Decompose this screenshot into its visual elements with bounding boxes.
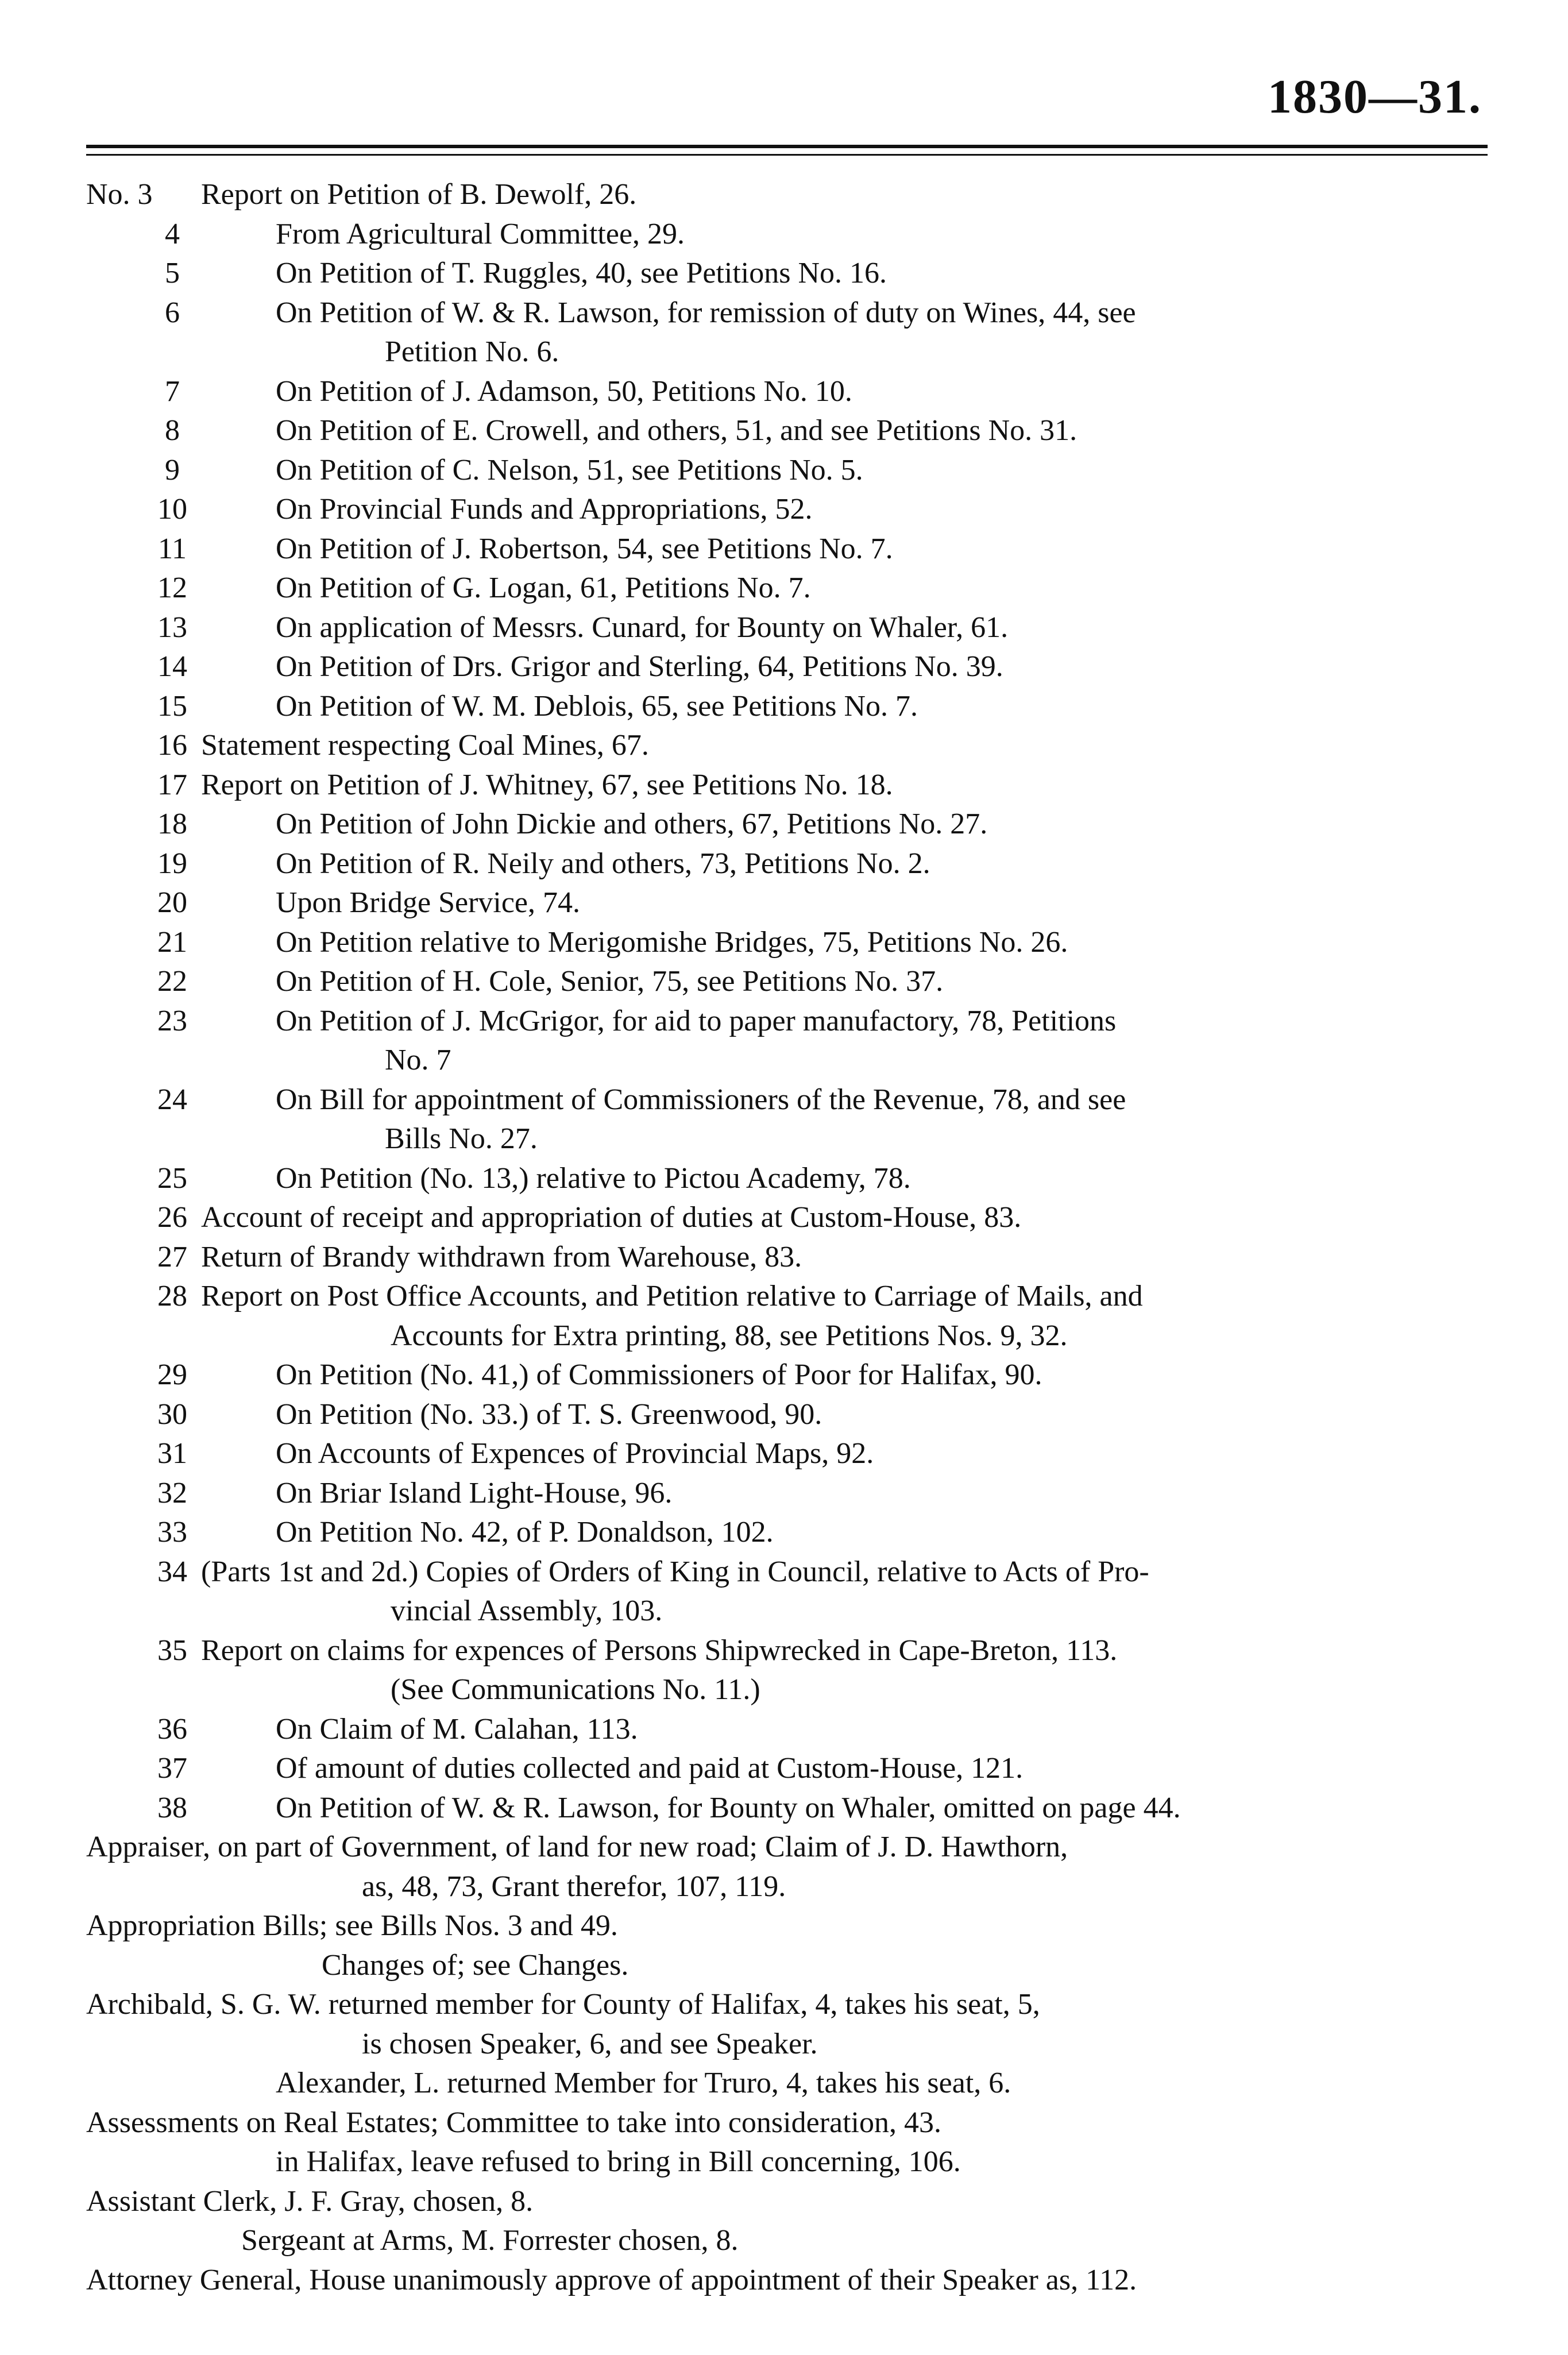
report-text: On Petition of John Dickie and others, 67, Petitions No. 27. — [276, 808, 988, 840]
report-number: 6 — [165, 296, 180, 329]
index-entry — [86, 2025, 1488, 2064]
report-line — [86, 923, 1488, 963]
index-entry-text: Appropriation Bills; see Bills Nos. 3 and 49. — [86, 1909, 618, 1942]
report-text: Statement respecting Coal Mines, 67. — [201, 729, 649, 762]
index-entry — [86, 2142, 1488, 2182]
report-text: On Claim of M. Calahan, 113. — [276, 1712, 638, 1746]
report-number: 7 — [165, 375, 180, 408]
index-entry-text: Changes of; see Changes. — [322, 1948, 629, 1982]
report-number: 28 — [157, 1280, 187, 1312]
index-entry-text: in Halifax, leave refused to bring in Bill concerning, 106. — [276, 2145, 961, 2178]
index-entry — [86, 2103, 1488, 2143]
report-line — [86, 1002, 1488, 1041]
report-number: 9 — [165, 453, 180, 487]
report-line — [86, 1119, 1488, 1159]
page-body — [86, 175, 1488, 2300]
report-text: On Petition of H. Cole, Senior, 75, see Petitions No. 37. — [276, 965, 944, 998]
report-number: 10 — [157, 493, 187, 526]
index-entry-text: as, 48, 73, Grant therefor, 107, 119. — [362, 1870, 786, 1903]
report-number: 37 — [157, 1752, 187, 1785]
report-text: Report on Petition of B. Dewolf, 26. — [201, 178, 637, 211]
report-number: 13 — [157, 611, 187, 644]
report-number: 19 — [157, 847, 187, 880]
report-line — [86, 1080, 1488, 1120]
report-line — [86, 805, 1488, 844]
report-text: On Petition of Drs. Grigor and Sterling, 64, Petitions No. 39. — [276, 650, 1003, 683]
report-line — [86, 1238, 1488, 1277]
report-number: 22 — [157, 965, 187, 998]
report-text: No. 7 — [385, 1044, 451, 1076]
report-number: 24 — [157, 1083, 187, 1116]
report-text: On Provincial Funds and Appropriations, 52. — [276, 493, 813, 526]
report-number: 5 — [165, 257, 180, 289]
report-number: 15 — [157, 689, 187, 723]
report-line — [86, 1474, 1488, 1514]
report-line — [86, 372, 1488, 412]
report-line — [86, 254, 1488, 294]
report-number: 14 — [157, 650, 187, 683]
report-line — [86, 1789, 1488, 1828]
report-text: On Bill for appointment of Commissioners of the Revenue, 78, and see — [276, 1083, 1126, 1116]
report-line — [86, 844, 1488, 884]
report-line — [86, 1670, 1488, 1710]
report-text: On Petition of G. Logan, 61, Petitions No. 7. — [276, 572, 811, 604]
report-line — [86, 687, 1488, 727]
report-text: On Petition of W. M. Deblois, 65, see Petitions No. 7. — [276, 689, 918, 723]
report-line — [86, 1159, 1488, 1199]
report-number: 26 — [157, 1201, 187, 1234]
report-number: 12 — [157, 572, 187, 604]
report-line — [86, 962, 1488, 1002]
report-line — [86, 1041, 1488, 1080]
index-entry-text: Assessments on Real Estates; Committee to take into consideration, 43. — [86, 2106, 941, 2139]
header-rule-thick — [86, 145, 1488, 148]
report-text: On application of Messrs. Cunard, for Bounty on Whaler, 61. — [276, 611, 1009, 644]
index-entry — [86, 1828, 1488, 1867]
report-line — [86, 766, 1488, 805]
report-number: 18 — [157, 808, 187, 840]
report-line — [86, 1356, 1488, 1395]
report-text: On Petition of J. McGrigor, for aid to paper manufactory, 78, Petitions — [276, 1004, 1117, 1037]
report-line — [86, 608, 1488, 648]
index-entry-text: Appraiser, on part of Government, of land for new road; Claim of J. D. Hawthorn, — [86, 1831, 1068, 1863]
index-entry — [86, 1867, 1488, 1907]
report-line — [86, 333, 1488, 372]
report-text: Return of Brandy withdrawn from Warehouse, 83. — [201, 1240, 802, 1273]
report-text: On Petition (No. 41,) of Commissioners of Poor for Halifax, 90. — [276, 1358, 1042, 1391]
report-line — [86, 1749, 1488, 1789]
report-text: On Petition of C. Nelson, 51, see Petitions No. 5. — [276, 453, 863, 487]
report-text: Of amount of duties collected and paid at Custom-House, 121. — [276, 1752, 1024, 1785]
report-text: Report on Petition of J. Whitney, 67, see Petitions No. 18. — [201, 768, 893, 801]
report-text: On Petition of J. Robertson, 54, see Petitions No. 7. — [276, 532, 893, 565]
report-number: No. 3 — [86, 178, 153, 211]
page-year-header: 1830—31. — [1268, 70, 1482, 123]
report-number: 36 — [157, 1712, 187, 1746]
report-text: On Petition No. 42, of P. Donaldson, 102. — [276, 1516, 774, 1549]
report-line — [86, 1710, 1488, 1750]
report-line — [86, 569, 1488, 608]
report-text: On Petition of W. & R. Lawson, for Bounty on Whaler, omitted on page 44. — [276, 1791, 1181, 1824]
report-number: 30 — [157, 1397, 187, 1431]
report-text: vincial Assembly, 103. — [391, 1595, 663, 1627]
report-line — [86, 1553, 1488, 1592]
report-line — [86, 294, 1488, 333]
index-entry — [86, 2261, 1488, 2300]
report-line — [86, 1434, 1488, 1474]
report-number: 34 — [157, 1555, 187, 1588]
report-number: 17 — [157, 768, 187, 801]
report-number: 29 — [157, 1358, 187, 1391]
report-line — [86, 1317, 1488, 1356]
report-number: 23 — [157, 1004, 187, 1037]
report-number: 20 — [157, 886, 187, 919]
report-line — [86, 530, 1488, 569]
report-text: On Petition of T. Ruggles, 40, see Petitions No. 16. — [276, 257, 887, 289]
report-number: 16 — [157, 729, 187, 762]
index-entry — [86, 2221, 1488, 2261]
report-line — [86, 1395, 1488, 1435]
index-entry-text: is chosen Speaker, 6, and see Speaker. — [362, 2027, 818, 2060]
report-text: On Briar Island Light-House, 96. — [276, 1476, 673, 1509]
report-line — [86, 726, 1488, 766]
index-entry-text: Attorney General, House unanimously approve of appointment of their Speaker as, 112. — [86, 2263, 1137, 2296]
report-number: 35 — [157, 1634, 187, 1667]
report-line — [86, 1198, 1488, 1238]
report-line — [86, 1631, 1488, 1671]
report-text: From Agricultural Committee, 29. — [276, 217, 685, 250]
index-entry — [86, 1985, 1488, 2025]
report-line — [86, 175, 1488, 215]
report-number: 21 — [157, 925, 187, 959]
report-number: 33 — [157, 1516, 187, 1549]
index-entry-text: Archibald, S. G. W. returned member for County of Halifax, 4, takes his seat, 5, — [86, 1988, 1040, 2021]
report-text: Upon Bridge Service, 74. — [276, 886, 581, 919]
report-line — [86, 451, 1488, 491]
report-text: (Parts 1st and 2d.) Copies of Orders of King in Council, relative to Acts of Pro- — [201, 1555, 1149, 1588]
index-entry-text: Assistant Clerk, J. F. Gray, chosen, 8. — [86, 2184, 534, 2218]
report-text: (See Communications No. 11.) — [391, 1673, 760, 1706]
report-line — [86, 411, 1488, 451]
index-entry — [86, 2064, 1488, 2103]
report-line — [86, 1513, 1488, 1553]
report-text: Account of receipt and appropriation of duties at Custom-House, 83. — [201, 1201, 1022, 1234]
header-rule-thin — [86, 154, 1488, 156]
report-number: 11 — [157, 532, 187, 565]
report-text: On Petition of E. Crowell, and others, 51, and see Petitions No. 31. — [276, 414, 1077, 447]
report-line — [86, 215, 1488, 254]
report-number: 8 — [165, 414, 180, 447]
index-entry — [86, 2182, 1488, 2222]
report-text: On Accounts of Expences of Provincial Maps, 92. — [276, 1437, 874, 1470]
report-text: On Petition relative to Merigomishe Bridges, 75, Petitions No. 26. — [276, 925, 1068, 959]
report-number: 25 — [157, 1161, 187, 1195]
report-text: Accounts for Extra printing, 88, see Petitions Nos. 9, 32. — [391, 1319, 1068, 1352]
index-entry — [86, 1946, 1488, 1986]
report-text: Report on Post Office Accounts, and Petition relative to Carriage of Mails, and — [201, 1280, 1143, 1312]
report-line — [86, 1277, 1488, 1317]
reports-list — [86, 175, 1488, 1828]
report-line — [86, 490, 1488, 530]
report-text: On Petition of W. & R. Lawson, for remission of duty on Wines, 44, see — [276, 296, 1136, 329]
report-text: On Petition of J. Adamson, 50, Petitions No. 10. — [276, 375, 852, 408]
index-entries — [86, 1828, 1488, 2300]
report-text: Report on claims for expences of Persons Shipwrecked in Cape-Breton, 113. — [201, 1634, 1118, 1667]
report-number: 32 — [157, 1476, 187, 1509]
report-text: Petition No. 6. — [385, 335, 559, 368]
index-entry-text: Alexander, L. returned Member for Truro, 4, takes his seat, 6. — [276, 2067, 1011, 2099]
report-line — [86, 647, 1488, 687]
report-number: 31 — [157, 1437, 187, 1470]
report-number: 38 — [157, 1791, 187, 1824]
report-text: On Petition of R. Neily and others, 73, Petitions No. 2. — [276, 847, 930, 880]
report-text: Bills No. 27. — [385, 1122, 538, 1155]
report-text: On Petition (No. 13,) relative to Pictou Academy, 78. — [276, 1161, 911, 1195]
report-line — [86, 883, 1488, 923]
report-number: 4 — [165, 217, 180, 250]
index-entry-text: Sergeant at Arms, M. Forrester chosen, 8. — [241, 2224, 739, 2257]
index-entry — [86, 1906, 1488, 1946]
report-line — [86, 1592, 1488, 1631]
report-text: On Petition (No. 33.) of T. S. Greenwood, 90. — [276, 1397, 822, 1431]
report-number: 27 — [157, 1240, 187, 1273]
